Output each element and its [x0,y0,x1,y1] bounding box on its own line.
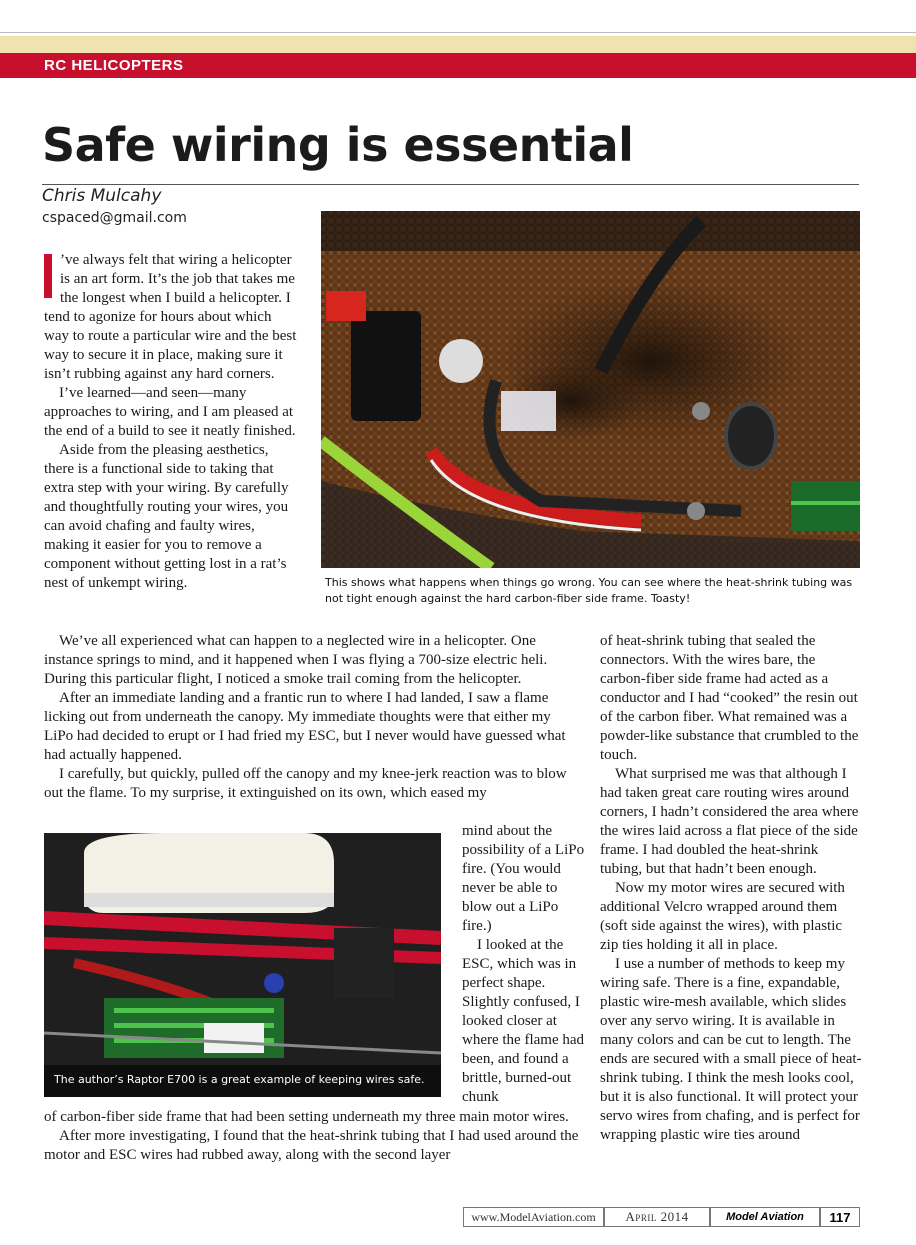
photo-raptor-e700 [44,833,441,1097]
photo-burned-frame [321,211,860,568]
footer-website[interactable]: www.ModelAviation.com [463,1207,604,1227]
top-rule [0,32,916,33]
paragraph: mind about the possibility of a LiPo fire. (You would never be able to blow out a LiPo fire.) [462,823,585,934]
dropcap-bar [44,254,52,298]
author-name: Chris Mulcahy [42,186,162,206]
footer-date: April 2014 [604,1207,710,1227]
title-rule [42,184,859,185]
body-column-1 [44,251,299,593]
footer-magazine: Model Aviation [710,1207,820,1227]
header-tan-band [0,36,916,53]
body-bottom-section [44,1108,582,1165]
article-title: Safe wiring is essential [42,118,634,172]
paragraph: After more investigating, I found that the heat-shrink tubing that I had used around the motor and ESC wires had rubbed away, along with the second layer [44,1128,579,1163]
paragraph: Aside from the pleasing aesthetics, there is a functional side to taking that extra step with your wiring. By carefully and thoughtfully routing your wires, you can avoid chafing and faulty wires, making it easier for you to remove a component without getting lost in a rat’s nest of unkempt wiring. [44,442,289,591]
body-wide-section [44,632,582,803]
paragraph: I looked at the ESC, which was in perfect shape. Slightly confused, I looked closer at where the flame had been, and found a brittle, burned-out chunk [462,937,585,1105]
section-label: RC HELICOPTERS [44,57,184,74]
paragraph: After an immediate landing and a frantic run to where I had landed, I saw a flame licking out from underneath the canopy. My immediate thoughts were that either my LiPo had decided to erupt or I had fried my ESC, but I never would have guessed what had actually happened. [44,690,566,763]
paragraph [44,251,299,384]
paragraph: What surprised me was that although I had taken great care routing wires around corners, I hadn’t considered the area where the wires laid across a flat piece of the side frame. I had doubled the heat-shrink tubing, but that hadn’t been enough. [600,766,859,877]
paragraph: of carbon-fiber side frame that had been setting underneath my three main motor wires. [44,1109,569,1125]
bottom-photo-caption: The author’s Raptor E700 is a great example of keeping wires safe. [54,1073,425,1086]
author-email[interactable]: cspaced@gmail.com [42,210,187,226]
paragraph: Now my motor wires are secured with additional Velcro wrapped around them (soft side against the wires), with plastic zip ties holding it all in place. [600,880,845,953]
paragraph-text: ’ve always felt that wiring a helicopter is an art form. It’s the job that takes me the longest when I build a helicopter. I tend to agonize for hours about which way to route a particular wire and the best way to secure it in place, making sure it isn’t rubbing against any hard corners. [44,252,297,382]
top-photo-caption: This shows what happens when things go wrong. You can see where the heat-shrink tubing was not tight enough against the hard carbon-fiber side frame. Toasty! [325,576,853,605]
footer-page-number: 117 [820,1207,860,1227]
paragraph: We’ve all experienced what can happen to a neglected wire in a helicopter. One instance springs to mind, and it happened when I was flying a 700-size electric heli. During this particular flight, I noticed a smoke trail coming from the helicopter. [44,633,548,687]
paragraph: I carefully, but quickly, pulled off the canopy and my knee-jerk reaction was to blow out the flame. To my surprise, it extinguished on its own, which eased my [44,766,567,801]
paragraph: I use a number of methods to keep my wiring safe. There is a fine, expandable, plastic wire-mesh available, which slides over any servo wiring. It is available in many colors and can be cut to length. The ends are secured with a small piece of heat-shrink tubing. I think the mesh looks cool, but it is also functional. It will protect your servo wires from chafing, and is perfect for wrapping plastic wire ties around [600,956,862,1143]
body-column-3 [600,632,862,1145]
paragraph: of heat-shrink tubing that sealed the connectors. With the wires bare, the carbon-fiber side frame had acted as a conductor and I had “cooked” the resin out of the carbon fiber. What remained was a powder-like substance that crumbled to the touch. [600,633,859,763]
paragraph: I’ve learned—and seen—many approaches to wiring, and I am pleased at the end of a build to see it neatly finished. [44,385,296,439]
body-narrow-column [462,822,590,1107]
